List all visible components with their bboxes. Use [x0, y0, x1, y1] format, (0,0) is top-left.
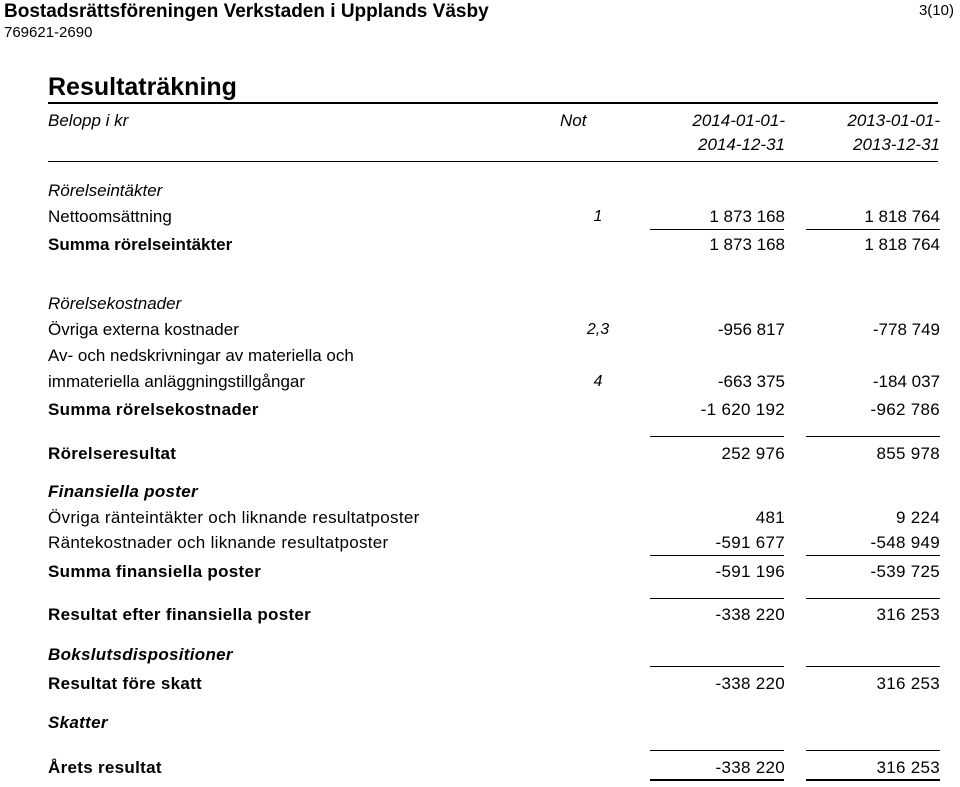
subtotal-rule-prior: [806, 555, 940, 556]
section-heading-label: Skatter: [48, 713, 108, 732]
header-rule: [48, 161, 938, 162]
row-label: Räntekostnader och liknande resultatposter: [48, 533, 389, 552]
row-label: Årets resultat: [48, 758, 162, 777]
row-label: Nettoomsättning: [48, 207, 172, 226]
row-value-current: -1 620 192: [700, 400, 785, 419]
row-value-current: -591 677: [715, 533, 785, 552]
row-value-prior: -778 749: [872, 320, 940, 339]
total-rule-current: [650, 779, 784, 781]
table-row-avskrivningar: [48, 372, 940, 392]
row-label: Övriga ränteintäkter och liknande resultatposter: [48, 508, 420, 527]
section-heading-rorelsekostnader: [48, 294, 940, 314]
row-value-current: -338 220: [715, 674, 785, 693]
row-label: Summa rörelsekostnader: [48, 400, 259, 419]
subtotal-rule-current: [650, 666, 784, 667]
subtotal-rule-prior: [806, 666, 940, 667]
row-value-prior: -962 786: [870, 400, 940, 419]
column-header-prior-end: 2013-12-31: [853, 135, 940, 154]
subtotal-rule-prior: [806, 229, 940, 230]
row-value-prior: 316 253: [876, 674, 940, 693]
row-value-prior: 316 253: [876, 605, 940, 624]
row-value-current: 1 873 168: [709, 207, 785, 226]
table-row-resultat-fore-skatt: [48, 674, 940, 694]
table-row-nettoomsattning: [48, 207, 940, 227]
organization-number: 769621-2690: [4, 24, 93, 41]
section-heading-bokslutsdispositioner: [48, 645, 940, 665]
row-value-prior: 1 818 764: [864, 207, 940, 226]
row-value-current: 1 873 168: [709, 235, 785, 254]
table-row-resultat-efter-finansiella: [48, 605, 940, 625]
row-label: Rörelseresultat: [48, 444, 177, 463]
row-value-prior: 855 978: [876, 444, 940, 463]
section-heading-label: Bokslutsdispositioner: [48, 645, 233, 664]
column-header-current-end: 2014-12-31: [698, 135, 785, 154]
section-heading-label: Finansiella poster: [48, 482, 198, 501]
row-value-prior: 9 224: [895, 508, 940, 527]
subtotal-rule-current: [650, 436, 784, 437]
section-heading-label: Rörelseintäkter: [48, 181, 163, 200]
column-header-label: Belopp i kr: [48, 111, 129, 130]
row-value-prior: 1 818 764: [864, 235, 940, 254]
row-value-prior: -539 725: [870, 562, 940, 581]
total-rule-prior: [806, 779, 940, 781]
column-header-current-start: 2014-01-01-: [692, 111, 785, 130]
row-label: Summa rörelseintäkter: [48, 235, 233, 254]
column-header-prior-start: 2013-01-01-: [847, 111, 940, 130]
row-value-prior: -184 037: [872, 372, 940, 391]
row-value-current: -956 817: [717, 320, 785, 339]
table-row-avskrivningar-line1: [48, 346, 940, 366]
row-value-prior: 316 253: [876, 758, 940, 777]
column-header-note: Not: [560, 111, 587, 130]
table-row-summa-rorelseintakter: [48, 235, 940, 255]
row-label: Av- och nedskrivningar av materiella och: [48, 346, 354, 365]
subtotal-rule-current: [650, 229, 784, 230]
section-heading-label: Rörelsekostnader: [48, 294, 182, 313]
subtotal-rule-prior: [806, 436, 940, 437]
subtotal-rule-prior: [806, 750, 940, 751]
row-value-current: -338 220: [715, 605, 785, 624]
page-title: Resultaträkning: [48, 73, 237, 101]
row-label: immateriella anläggningstillgångar: [48, 372, 306, 391]
row-label: Resultat före skatt: [48, 674, 203, 693]
row-label: Resultat efter finansiella poster: [48, 605, 312, 624]
row-value-prior: -548 949: [870, 533, 940, 552]
table-row-ovriga-externa: [48, 320, 940, 340]
row-label: Övriga externa kostnader: [48, 320, 239, 339]
row-note: 1: [593, 208, 603, 225]
table-row-rorelseresultat: [48, 444, 940, 464]
row-label: Summa finansiella poster: [48, 562, 262, 581]
page-number: 3(10): [918, 2, 954, 19]
table-row-ranteintakter: [48, 508, 940, 528]
subtotal-rule-prior: [806, 598, 940, 599]
subtotal-rule-current: [650, 750, 784, 751]
row-value-current: 252 976: [721, 444, 785, 463]
table-row-summa-rorelsekostnader: [48, 400, 940, 420]
row-value-current: -591 196: [715, 562, 785, 581]
title-rule: [48, 102, 938, 104]
table-row-summa-finansiella: [48, 562, 940, 582]
row-note: 2,3: [586, 321, 610, 338]
row-value-current: 481: [755, 508, 785, 527]
row-note: 4: [593, 373, 603, 390]
row-value-current: -663 375: [717, 372, 785, 391]
table-row-arets-resultat: [48, 758, 940, 778]
section-heading-skatter: [48, 713, 940, 733]
table-row-rantekostnader: [48, 533, 940, 553]
subtotal-rule-current: [650, 555, 784, 556]
row-value-current: -338 220: [715, 758, 785, 777]
section-heading-rorelseintakter: [48, 181, 940, 201]
organization-name: Bostadsrättsföreningen Verkstaden i Upplands Väsby: [4, 1, 489, 22]
section-heading-finansiella: [48, 482, 940, 502]
subtotal-rule-current: [650, 598, 784, 599]
